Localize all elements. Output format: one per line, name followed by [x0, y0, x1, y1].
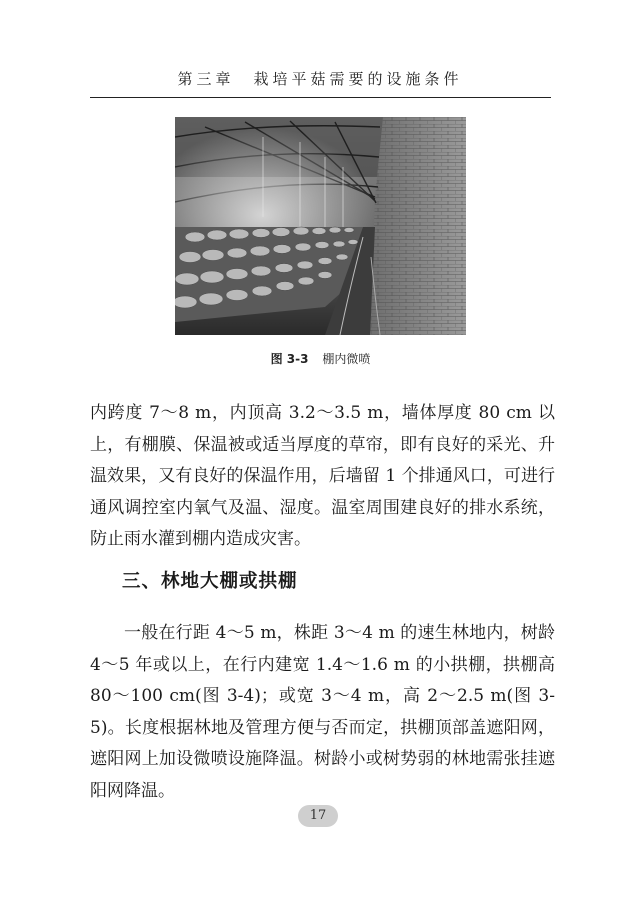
body-paragraph: 一般在行距 4～5 m，株距 3～4 m 的速生林地内，树龄 4～5 年或以上，在行内建宽 1.4～1.6 m 的小拱棚，拱棚高 80～100 cm(图 3-4)；或宽 3～4 m，高 2～2.5 m(图 3-5)。长度根据林地及管理方便与否而定，拱棚顶部盖遮阳网，遮阳网上加设微喷设施降温。树龄小或树势弱的林地需张挂遮阳网降温。: [90, 623, 555, 801]
figure-caption: [175, 350, 466, 367]
figure-number: 图 3-3: [270, 352, 309, 366]
section-heading: 三、林地大棚或拱棚: [122, 571, 298, 592]
greenhouse-photo: [175, 117, 466, 335]
body-paragraph: 内跨度 7～8 m，内顶高 3.2～3.5 m，墙体厚度 80 cm 以上，有棚膜、保温被或适当厚度的草帘，即有良好的采光、升温效果，又有良好的保温作用，后墙留 1 个排通风口，可进行通风调控室内氧气及温、湿度。温室周围建良好的排水系统，防止雨水灌到棚内造成灾害。: [90, 403, 555, 550]
running-head: 第三章 栽培平菇需要的设施条件: [177, 70, 463, 88]
page-number: 17: [298, 805, 338, 827]
header-rule: [90, 97, 551, 98]
figure-caption-text: 棚内微喷: [322, 352, 371, 366]
